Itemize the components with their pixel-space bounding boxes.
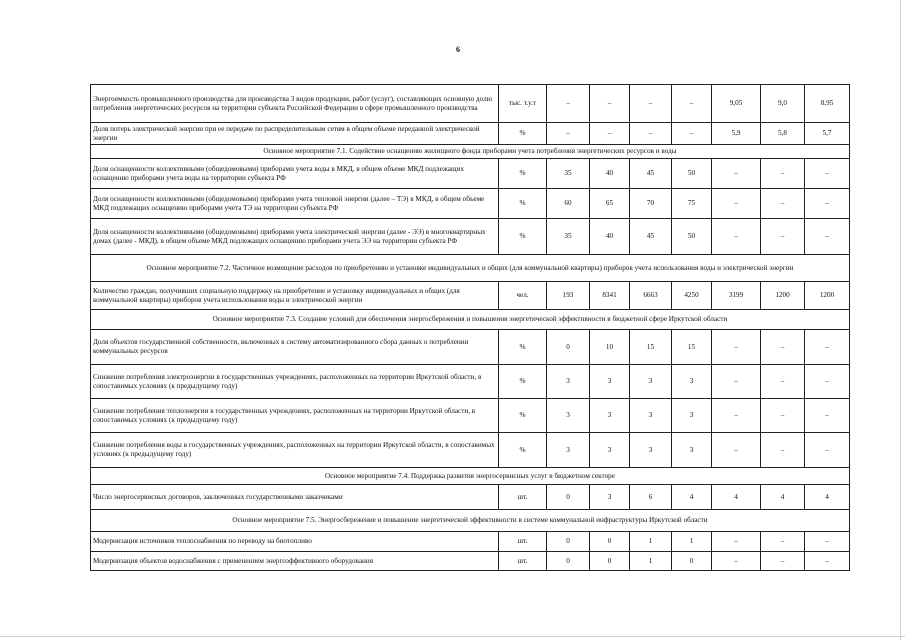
value-cell: – [761,219,805,255]
unit-cell: % [499,365,547,399]
value-cell: – [761,365,805,399]
value-cell: 4 [712,485,761,510]
indicator-row [91,399,850,433]
indicator-name: Доля объектов государственной собственности, включенных в систему автоматизированного сбора данных о потреблении коммунальных ресурсов [91,330,499,365]
value-cell: – [805,219,850,255]
section-header-row [91,310,850,330]
value-cell: 3 [672,365,712,399]
value-cell: 0 [590,532,630,552]
unit-cell: % [499,123,547,145]
value-cell: 9,0 [761,85,805,123]
value-cell: 1 [630,552,672,571]
value-cell: 4 [761,485,805,510]
value-cell: 3 [590,399,630,433]
value-cell: – [761,159,805,189]
value-cell: 0 [547,532,590,552]
unit-cell: тыс. т.у.т [499,85,547,123]
value-cell: 40 [590,219,630,255]
section-header-row [91,510,850,532]
indicator-name: Число энергосервисных договоров, заключенных государственными заказчиками [91,485,499,510]
value-cell: – [761,399,805,433]
value-cell: 3199 [712,282,761,310]
value-cell: 1 [672,532,712,552]
unit-cell: % [499,330,547,365]
value-cell: – [805,159,850,189]
section-title: Основное мероприятие 7.1. Содействие оснащению жилищного фонда приборами учета потребления энергетических ресурсов и воды [91,145,850,159]
indicator-name: Снижение потребления электроэнергии в государственных учреждениях, расположенных на территории Иркутской области, в сопоставимых условиях (к предыдущему году) [91,365,499,399]
value-cell: – [805,552,850,571]
indicators-table [90,84,850,571]
page-number: 6 [456,45,460,54]
section-title: Основное мероприятие 7.4. Поддержка развития энергосервисных услуг в бюджетном секторе [91,468,850,485]
unit-cell: шт. [499,532,547,552]
indicator-name: Модернизация источников теплоснабжения по переводу на биотопливо [91,532,499,552]
value-cell: 3 [547,399,590,433]
unit-cell: % [499,399,547,433]
indicator-name: Доля оснащенности коллективными (общедомовыми) приборами учета тепловой энергии (далее – ТЭ) в МКД, в общем объеме МКД подлежащих оснащению приборами учета ТЭ на территории субъекта РФ [91,189,499,219]
value-cell: – [761,330,805,365]
indicator-row [91,365,850,399]
value-cell: – [590,123,630,145]
value-cell: 75 [672,189,712,219]
value-cell: 35 [547,219,590,255]
value-cell: 8,95 [805,85,850,123]
value-cell: – [712,365,761,399]
indicator-row [91,330,850,365]
value-cell: – [805,399,850,433]
value-cell: 1200 [805,282,850,310]
section-title: Основное мероприятие 7.2. Частичное возмещение расходов по приобретению и установке индивидуальных и общих (для коммунальной квартиры) приборов учета использования воды и электрической энергии [91,255,850,282]
value-cell: 5,7 [805,123,850,145]
value-cell: 3 [590,485,630,510]
value-cell: 0 [672,552,712,571]
value-cell: 0 [547,330,590,365]
value-cell: 3 [672,433,712,468]
indicator-row [91,433,850,468]
value-cell: 50 [672,159,712,189]
value-cell: 1 [630,532,672,552]
unit-cell: % [499,219,547,255]
value-cell: 5,8 [761,123,805,145]
value-cell: – [712,159,761,189]
value-cell: 45 [630,159,672,189]
value-cell: – [712,330,761,365]
indicator-row [91,219,850,255]
value-cell: – [712,399,761,433]
value-cell: – [712,532,761,552]
value-cell: – [672,85,712,123]
section-header-row [91,468,850,485]
value-cell: 35 [547,159,590,189]
value-cell: 3 [672,399,712,433]
indicator-name: Доля оснащенности коллективными (общедомовыми) приборами учета воды в МКД, в общем объеме МКД подлежащих оснащению приборами учета воды на территории субъекта РФ [91,159,499,189]
value-cell: 3 [547,433,590,468]
value-cell: 3 [547,365,590,399]
value-cell: 3 [590,365,630,399]
indicator-name: Снижение потребления теплоэнергии в государственных учреждениях, расположенных на территории Иркутской области, в сопоставимых условиях (к предыдущему году) [91,399,499,433]
value-cell: 50 [672,219,712,255]
unit-cell: чел. [499,282,547,310]
value-cell: – [547,85,590,123]
value-cell: – [761,189,805,219]
indicator-name: Снижение потребления воды в государственных учреждениях, расположенных на территории Иркутской области, в сопоставимых условиях (к предыдущему году) [91,433,499,468]
value-cell: 193 [547,282,590,310]
unit-cell: шт. [499,485,547,510]
value-cell: 3 [630,399,672,433]
value-cell: 3 [630,365,672,399]
value-cell: – [590,85,630,123]
value-cell: 65 [590,189,630,219]
value-cell: 3 [590,433,630,468]
value-cell: 5,9 [712,123,761,145]
unit-cell: % [499,159,547,189]
value-cell: – [805,433,850,468]
value-cell: 70 [630,189,672,219]
indicator-name: Доля потерь электрической энергии при ее передаче по распределительным сетям в общем объеме переданной электрической энергии [91,123,499,145]
unit-cell: шт. [499,552,547,571]
indicator-row [91,159,850,189]
value-cell: 15 [630,330,672,365]
value-cell: 9,05 [712,85,761,123]
value-cell: – [805,532,850,552]
value-cell: – [805,330,850,365]
value-cell: 0 [547,552,590,571]
indicator-row [91,485,850,510]
value-cell: – [761,433,805,468]
value-cell: – [805,189,850,219]
value-cell: 8341 [590,282,630,310]
value-cell: – [712,189,761,219]
value-cell: 60 [547,189,590,219]
value-cell: 0 [547,485,590,510]
section-header-row [91,255,850,282]
value-cell: – [712,219,761,255]
indicator-row [91,189,850,219]
indicator-row [91,282,850,310]
value-cell: 45 [630,219,672,255]
page-edge-right [900,0,901,640]
value-cell: 4250 [672,282,712,310]
value-cell: 0 [590,552,630,571]
indicator-row [91,123,850,145]
value-cell: – [712,433,761,468]
value-cell: 4 [805,485,850,510]
indicator-row [91,532,850,552]
value-cell: – [672,123,712,145]
value-cell: – [761,532,805,552]
value-cell: – [805,365,850,399]
value-cell: 15 [672,330,712,365]
value-cell: – [630,123,672,145]
value-cell: 6663 [630,282,672,310]
value-cell: – [547,123,590,145]
value-cell: – [761,552,805,571]
value-cell: – [712,552,761,571]
value-cell: 6 [630,485,672,510]
value-cell: 40 [590,159,630,189]
value-cell: – [630,85,672,123]
indicator-row [91,552,850,571]
value-cell: 3 [630,433,672,468]
section-title: Основное мероприятие 7.3. Создание условий для обеспечения энергосбережения и повышения энергетической эффективности в бюджетной сфере Иркутской области [91,310,850,330]
value-cell: 10 [590,330,630,365]
section-header-row [91,145,850,159]
indicator-name: Энергоемкость промышленного производства для производства 3 видов продукции, работ (услуг), составляющих основную долю потребления энергетических ресурсов на территории субъекта Российской Федерации в сфере промышленного производства [91,85,499,123]
unit-cell: % [499,433,547,468]
unit-cell: % [499,189,547,219]
value-cell: 1200 [761,282,805,310]
indicator-name: Количество граждан, получивших социальную поддержку на приобретение и установку индивидуальных и общих (для коммунальной квартиры) приборов учета использования воды и электрической энергии [91,282,499,310]
indicator-name: Доля оснащенности коллективными (общедомовыми) приборами учета электрической энергии (далее - ЭЭ) в многоквартирных домах (далее - МКД), в общем объеме МКД подлежащих оснащению приборами учета ЭЭ на территории субъекта РФ [91,219,499,255]
indicator-name: Модернизация объектов водоснабжения с применением энергоэффективного оборудования [91,552,499,571]
page-edge-bottom [0,636,905,637]
indicator-row [91,85,850,123]
section-title: Основное мероприятие 7.5. Энергосбережение и повышение энергетической эффективности в системе коммунальной инфраструктуры Иркутской области [91,510,850,532]
value-cell: 4 [672,485,712,510]
table-body [91,85,850,571]
